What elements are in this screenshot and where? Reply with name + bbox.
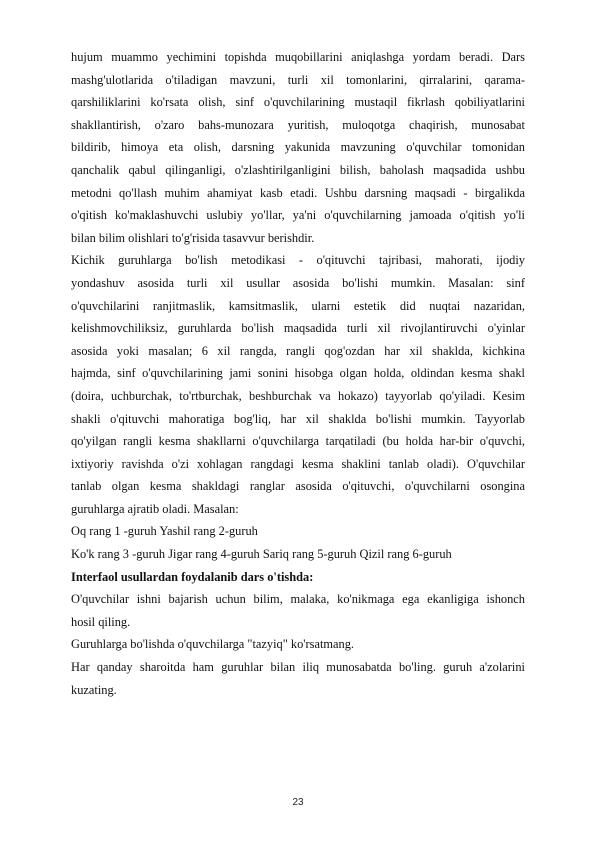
text-line: Har qanday sharoitda ham guruhlar bilan iliq munosabatda bo'ling. guruh a'zolarini bbox=[71, 660, 525, 675]
text-line: qarshiliklarini ko'rsata olish, sinf o'quvchilarining mustaqil fikrlash qobiliyatlarini bbox=[71, 95, 525, 110]
text-line: hajmda, sinf o'quvchilarining jami sonini hisobga olgan holda, oldindan kesma shakl bbox=[71, 366, 525, 381]
text-line: qo'yilgan rangli kesma shakllarni o'quvchilarga tarqatiladi (bu holda har-bir o'quvchi, bbox=[71, 434, 525, 449]
paragraph-group-colors-2 bbox=[71, 543, 525, 566]
page-number: 23 bbox=[292, 797, 304, 808]
text-line: o'qitish ko'maklashuvchi uslubiy yo'llar, ya'ni o'quvchilarning jamoada o'qitish yo'li bbox=[71, 208, 525, 223]
text-line: Kichik guruhlarga bo'lish metodikasi - o'qituvchi tajribasi, mahorati, ijodiy bbox=[71, 253, 525, 268]
text-line: qanchalik qabul qilinganligi, o'zlashtirilganligini bilish, baholash maqsadida ushbu bbox=[71, 162, 525, 177]
paragraph-tip-no-pressure bbox=[71, 633, 525, 656]
text-line: Oq rang 1 -guruh Yashil rang 2-guruh bbox=[71, 524, 258, 539]
heading-text: Interfaol usullardan foydalanib dars o'tishda: bbox=[71, 569, 314, 584]
text-line: Guruhlarga bo'lishda o'quvchilarga "tazyiq" ko'rsatmang. bbox=[71, 637, 355, 652]
text-line: bildirib, himoya eta olish, darsning yakunida mavzuning o'quvchilar tomonidan bbox=[71, 140, 525, 155]
paragraph-tip-confidence bbox=[71, 588, 525, 633]
text-line: shakllantirish, o'zaro bahs-munozara yuritish, muloqotga chaqirish, munosabat bbox=[71, 117, 525, 132]
text-line: guruhlarga ajratib oladi. Masalan: bbox=[71, 501, 239, 516]
text-line: o'quvchilarini ranjitmaslik, kamsitmaslik, ularni estetik did nuqtai nazaridan, bbox=[71, 298, 525, 313]
text-line: bilan bilim olishlari to'g'risida tasavvur berishdir. bbox=[71, 230, 315, 245]
text-line: mashg'ulotlarida o'tiladigan mavzuni, turli xil tomonlarini, qirralarini, qarama- bbox=[71, 72, 525, 87]
text-line: metodni qo'llash muhim ahamiyat kasb etadi. Ushbu darsning maqsadi - birgalikda bbox=[71, 185, 525, 200]
text-line: Ko'k rang 3 -guruh Jigar rang 4-guruh Sariq rang 5-guruh Qizil rang 6-guruh bbox=[71, 547, 452, 562]
text-line: (doira, uchburchak, to'rtburchak, beshburchak va hokazo) tayyorlab qo'yiladi. Kesim bbox=[71, 388, 525, 403]
paragraph-brainstorm-method bbox=[71, 46, 525, 249]
paragraph-group-colors-1 bbox=[71, 520, 525, 543]
text-line: ixtiyoriy ravishda o'zi xohlagan rangdagi kesma shaklini tanlab oladi). O'quvchilar bbox=[71, 456, 525, 471]
paragraph-small-groups-method bbox=[71, 249, 525, 520]
text-line: shakli o'qituvchi mahoratiga bog'liq, har xil shaklda bo'lishi mumkin. Tayyorlab bbox=[71, 411, 525, 426]
text-line: hosil qiling. bbox=[71, 614, 131, 629]
paragraph-tip-warm-relations bbox=[71, 656, 525, 701]
text-line: asosida yoki masalan; 6 xil rangda, rangli qog'ozdan har xil shaklda, kichkina bbox=[71, 343, 525, 358]
section-heading bbox=[71, 566, 525, 589]
text-line: tanlab olgan kesma shakldagi ranglar asosida o'qituvchi, o'quvchilarni osongina bbox=[71, 479, 525, 494]
text-line: kuzating. bbox=[71, 682, 117, 697]
text-line: kelishmovchiliksiz, guruhlarda bo'lish maqsadida turli xil rivojlantiruvchi o'yinlar bbox=[71, 321, 525, 336]
page-body bbox=[71, 46, 525, 701]
text-line: yondashuv asosida turli xil usullar asosida bo'lishi mumkin. Masalan: sinf bbox=[71, 275, 525, 290]
text-line: hujum muammo yechimini topishda muqobillarini aniqlashga yordam beradi. Dars bbox=[71, 50, 525, 64]
text-line: O'quvchilar ishni bajarish uchun bilim, malaka, ko'nikmaga ega ekanligiga ishonch bbox=[71, 592, 525, 607]
